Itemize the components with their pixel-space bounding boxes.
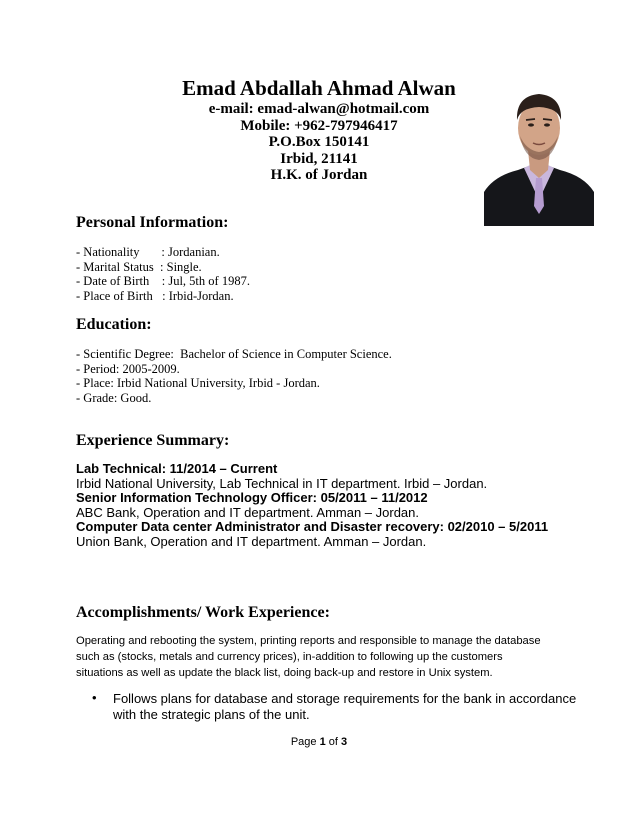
page-total: 3 — [341, 736, 348, 748]
mobile-line: Mobile: +962-797946417 — [240, 118, 398, 134]
country-line: H.K. of Jordan — [270, 167, 368, 183]
personal-marital-status: - Marital Status : Single. — [76, 259, 202, 274]
education-place: - Place: Irbid National University, Irbid - Jordan. — [76, 376, 320, 390]
profile-photo — [484, 80, 594, 226]
experience-role: Computer Data center Administrator and Disaster recovery: 02/2010 – 5/2011 — [76, 519, 549, 534]
accomplishments-heading: Accomplishments/ Work Experience: — [76, 604, 330, 621]
education-degree: - Scientific Degree: Bachelor of Science in Computer Science. — [76, 347, 392, 361]
city-line: Irbid, 21141 — [280, 151, 358, 167]
accomplishments-paragraph-line: Operating and rebooting the system, printing reports and responsible to manage the database — [76, 635, 541, 647]
experience-detail: ABC Bank, Operation and IT department. Amman – Jordan. — [76, 504, 420, 520]
bullet-icon: • — [92, 690, 97, 705]
education-grade: - Grade: Good. — [76, 390, 152, 405]
experience-detail: Irbid National University, Lab Technical in IT department. Irbid – Jordan. — [76, 475, 488, 491]
bullet-text-line: Follows plans for database and storage requirements for the bank in accordance — [113, 691, 577, 706]
personal-date-of-birth: - Date of Birth : Jul, 5th of 1987. — [76, 274, 250, 288]
experience-heading: Experience Summary: — [76, 432, 230, 449]
accomplishments-paragraph-line: such as (stocks, metals and currency prices), in-addition to following up the customers — [76, 651, 503, 663]
education-period: - Period: 2005-2009. — [76, 361, 180, 376]
experience-role: Senior Information Technology Officer: 05/2011 – 11/2012 — [76, 490, 428, 505]
page-label: Page — [290, 736, 320, 748]
bullet-text-line: with the strategic plans of the unit. — [113, 706, 310, 722]
page-number: 1 — [319, 736, 326, 748]
experience-role: Lab Technical: 11/2014 – Current — [76, 461, 278, 476]
accomplishments-paragraph-line: situations as well as update the black list, doing back-up and restore in Unix system. — [76, 667, 493, 679]
personal-place-of-birth: - Place of Birth : Irbid-Jordan. — [76, 288, 234, 303]
pobox-line: P.O.Box 150141 — [268, 134, 370, 150]
personal-info-heading: Personal Information: — [76, 214, 229, 231]
page-of-label: of — [325, 736, 342, 748]
education-heading: Education: — [76, 316, 152, 333]
personal-nationality: - Nationality : Jordanian. — [76, 245, 220, 259]
experience-detail: Union Bank, Operation and IT department. Amman – Jordan. — [76, 533, 427, 549]
email-line: e-mail: emad-alwan@hotmail.com — [208, 101, 430, 117]
candidate-name: Emad Abdallah Ahmad Alwan — [182, 76, 456, 100]
page-footer — [0, 736, 638, 748]
